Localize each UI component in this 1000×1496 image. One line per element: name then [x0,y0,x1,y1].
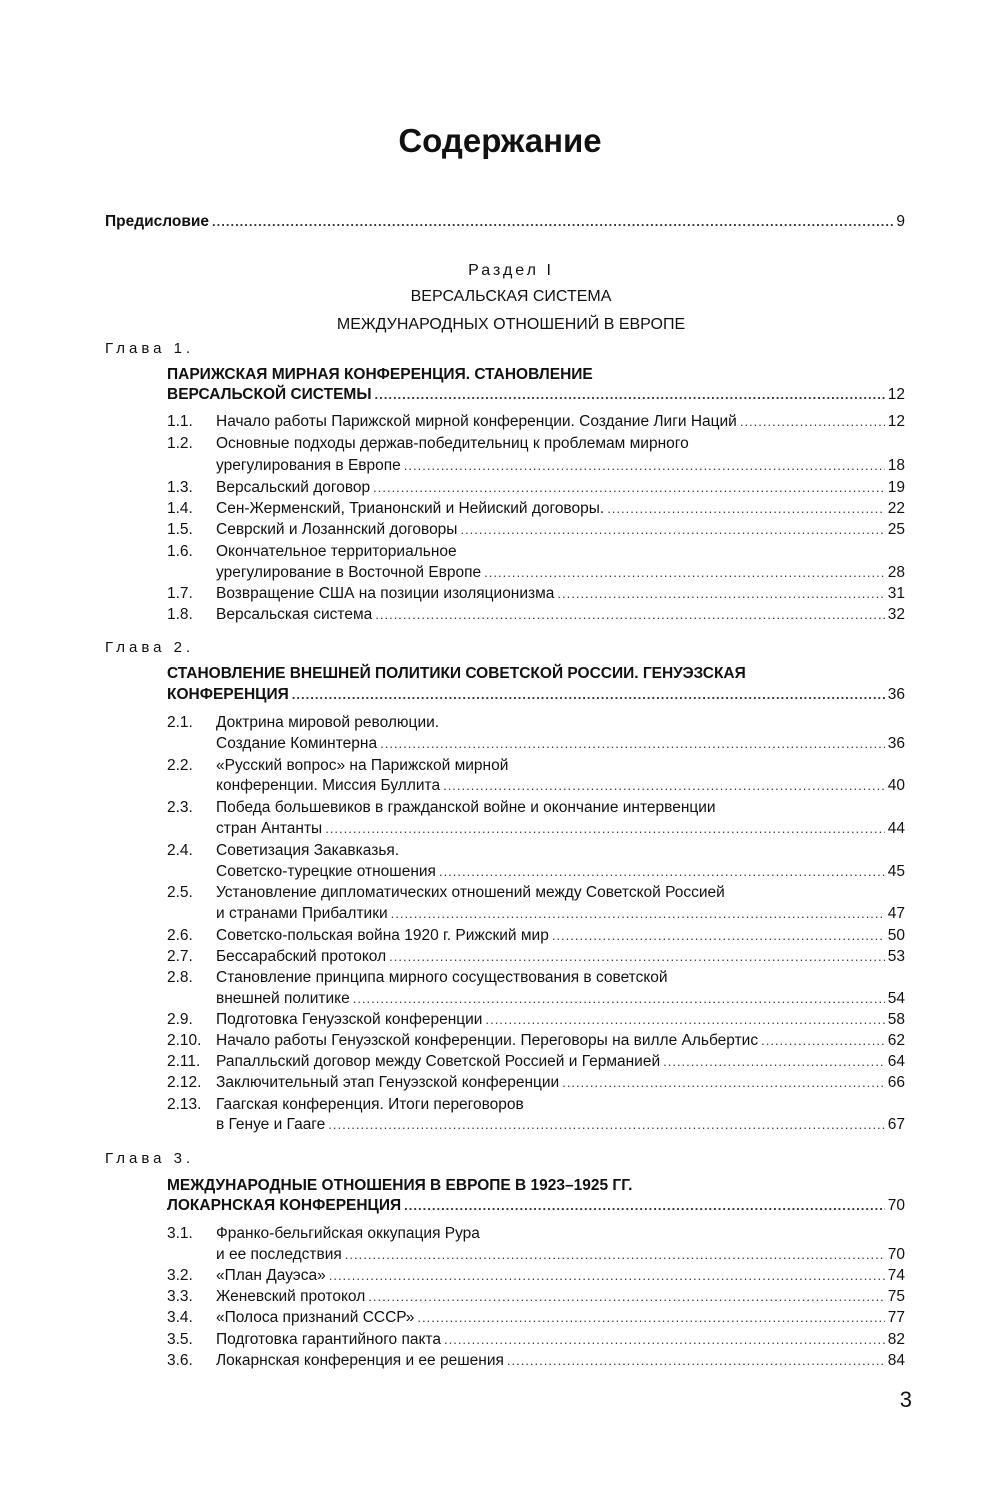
entry-text: Возвращение США на позиции изоляционизма [216,585,555,602]
item-number: 2.8. [167,969,193,986]
entry-page: 50 [887,927,905,944]
toc-entry-chapter-1[interactable] [167,385,905,404]
item-number: 1.5. [167,521,193,538]
entry-page: 32 [887,606,905,623]
entry-page: 40 [887,777,905,794]
item-number: 3.5. [167,1331,193,1348]
entry-page: 12 [887,386,905,403]
item-number: 2.7. [167,948,193,965]
entry-page: 62 [887,1032,905,1049]
item-number: 1.1. [167,413,193,430]
entry-page: 70 [887,1246,905,1263]
item-number: 3.2. [167,1267,193,1284]
entry-page: 84 [887,1352,905,1369]
entry-text-line-1: Победа большевиков в гражданской войне и окончание интервенции [216,799,716,816]
entry-page: 58 [887,1011,905,1028]
entry-page: 9 [896,213,905,230]
toc-entry[interactable] [216,989,905,1008]
entry-page: 70 [887,1197,905,1214]
toc-entry-preface[interactable] [105,212,905,231]
item-number: 2.6. [167,927,193,944]
item-number: 3.3. [167,1288,193,1305]
item-number: 3.6. [167,1352,193,1369]
entry-text-line-1: Установление дипломатических отношений между Советской Россией [216,884,725,901]
entry-text: внешней политике [216,990,350,1007]
item-number: 2.11. [167,1053,201,1070]
entry-page: 28 [887,564,905,581]
entry-text: ЛОКАРНСКАЯ КОНФЕРЕНЦИЯ [167,1197,402,1214]
entry-page: 31 [887,585,905,602]
entry-text: «План Дауэса» [216,1267,326,1284]
entry-text: Начало работы Генуэзской конференции. Переговоры на вилле Альбертис [216,1032,759,1049]
entry-text-line-1: Советизация Закавказья. [216,842,400,859]
entry-text: Советско-турецкие отношения [216,863,436,880]
toc-entry[interactable] [216,1245,905,1264]
entry-text: Подготовка Генуэзской конференции [216,1011,483,1028]
entry-page: 66 [887,1074,905,1091]
item-number: 2.4. [167,842,193,859]
entry-text-line-1: Становление принципа мирного сосуществования в советской [216,969,668,986]
entry-text-line-1: Основные подходы держав-победительниц к проблемам мирного [216,435,689,452]
page-title: Содержание [398,122,602,159]
item-number: 2.1. [167,714,193,731]
entry-text: «Полоса признаний СССР» [216,1309,415,1326]
entry-text: Версальская система [216,606,373,623]
toc-entry[interactable] [216,1010,905,1029]
entry-text-line-1: Гаагская конференция. Итоги переговоров [216,1096,524,1113]
toc-entry[interactable] [216,584,905,603]
item-number: 2.12. [167,1074,202,1091]
entry-page: 36 [887,735,905,752]
entry-text: Рапалльский договор между Советской Россией и Германией [216,1053,661,1070]
toc-entry-chapter-2[interactable] [167,685,905,704]
toc-entry[interactable] [216,947,905,966]
toc-entry[interactable] [216,1330,905,1349]
item-number: 1.7. [167,585,193,602]
item-number: 3.1. [167,1225,193,1242]
toc-entry[interactable] [216,1073,905,1092]
entry-text-line-1: Франко-бельгийская оккупация Рура [216,1225,480,1242]
section-title-line-1: ВЕРСАЛЬСКАЯ СИСТЕМА [410,288,612,305]
item-number: 2.13. [167,1096,202,1113]
toc-entry[interactable] [216,412,905,431]
entry-page: 25 [887,521,905,538]
toc-entry[interactable] [216,1308,905,1327]
entry-text: урегулирования в Европе [216,457,401,474]
entry-text: Сен-Жерменский, Трианонский и Нейиский договоры. [216,500,605,517]
chapter-title-line-1: МЕЖДУНАРОДНЫЕ ОТНОШЕНИЯ В ЕВРОПЕ В 1923–1925 ГГ. [167,1177,633,1194]
toc-entry[interactable] [216,499,905,518]
toc-entry[interactable] [216,563,905,582]
item-number: 2.3. [167,799,193,816]
item-number: 1.4. [167,500,193,517]
entry-text: ВЕРСАЛЬСКОЙ СИСТЕМЫ [167,386,372,403]
entry-page: 18 [887,457,905,474]
entry-text: в Генуе и Гааге [216,1116,326,1133]
entry-page: 45 [887,863,905,880]
entry-page: 36 [887,686,905,703]
toc-entry[interactable] [216,1266,905,1285]
item-number: 3.4. [167,1309,193,1326]
entry-page: 19 [887,479,905,496]
item-number: 1.8. [167,606,193,623]
entry-page: 77 [887,1309,905,1326]
entry-text: Локарнская конференция и ее решения [216,1352,504,1369]
entry-page: 64 [887,1053,905,1070]
toc-entry[interactable] [216,1031,905,1050]
entry-text: Бессарабский протокол [216,948,387,965]
item-number: 2.2. [167,757,193,774]
chapter-label: Глава 2. [105,639,195,656]
entry-text: Севрский и Лозаннский договоры [216,521,458,538]
entry-text: Версальский договор [216,479,371,496]
entry-page: 22 [887,500,905,517]
entry-page: 47 [887,905,905,922]
chapter-title-line-1: ПАРИЖСКАЯ МИРНАЯ КОНФЕРЕНЦИЯ. СТАНОВЛЕНИЕ [167,366,593,383]
section-title-line-2: МЕЖДУНАРОДНЫХ ОТНОШЕНИЙ В ЕВРОПЕ [336,316,686,333]
entry-text: урегулирование в Восточной Европе [216,564,482,581]
entry-page: 53 [887,948,905,965]
entry-text: и ее последствия [216,1246,342,1263]
item-number: 1.3. [167,479,193,496]
entry-text: Подготовка гарантийного пакта [216,1331,441,1348]
toc-entry[interactable] [216,862,905,881]
toc-entry[interactable] [216,520,905,539]
chapter-title-line-1: СТАНОВЛЕНИЕ ВНЕШНЕЙ ПОЛИТИКИ СОВЕТСКОЙ РОССИИ. ГЕНУЭЗСКАЯ [167,665,746,682]
toc-entry[interactable] [216,478,905,497]
page-number: 3 [899,1387,912,1412]
entry-text: КОНФЕРЕНЦИЯ [167,686,289,703]
item-number: 1.6. [167,543,193,560]
entry-text: стран Антанты [216,820,323,837]
toc-entry[interactable] [216,1287,905,1306]
entry-page: 12 [887,413,905,430]
entry-text: Создание Коминтерна [216,735,378,752]
entry-text: Женевский протокол [216,1288,366,1305]
toc-entry[interactable] [216,926,905,945]
toc-entry[interactable] [216,605,905,624]
toc-entry[interactable] [216,819,905,838]
entry-page: 74 [887,1267,905,1284]
entry-text: Заключительный этап Генуэзской конференции [216,1074,560,1091]
entry-page: 67 [887,1116,905,1133]
toc-entry-chapter-3[interactable] [167,1196,905,1215]
entry-page: 44 [887,820,905,837]
entry-text: конференции. Миссия Буллита [216,777,441,794]
item-number: 2.5. [167,884,193,901]
toc-entry[interactable] [216,1052,905,1071]
toc-entry[interactable] [216,776,905,795]
entry-text-line-1: Окончательное территориальное [216,543,457,560]
toc-entry[interactable] [216,456,905,475]
chapter-label: Глава 1. [105,340,195,357]
entry-text: и странами Прибалтики [216,905,388,922]
entry-page: 54 [887,990,905,1007]
toc-entry[interactable] [216,1351,905,1370]
item-number: 2.10. [167,1032,202,1049]
entry-text-line-1: «Русский вопрос» на Парижской мирной [216,757,509,774]
item-number: 2.9. [167,1011,193,1028]
section-label: Раздел I [468,262,554,279]
toc-entry[interactable] [216,904,905,923]
entry-text: Советско-польская война 1920 г. Рижский мир [216,927,549,944]
chapter-label: Глава 3. [105,1150,195,1167]
toc-entry[interactable] [216,734,905,753]
entry-page: 75 [887,1288,905,1305]
entry-page: 82 [887,1331,905,1348]
entry-text: Начало работы Парижской мирной конференции. Создание Лиги Наций [216,413,737,430]
toc-entry[interactable] [216,1115,905,1134]
entry-text-line-1: Доктрина мировой революции. [216,714,440,731]
item-number: 1.2. [167,435,193,452]
entry-text: Предисловие [105,213,210,230]
